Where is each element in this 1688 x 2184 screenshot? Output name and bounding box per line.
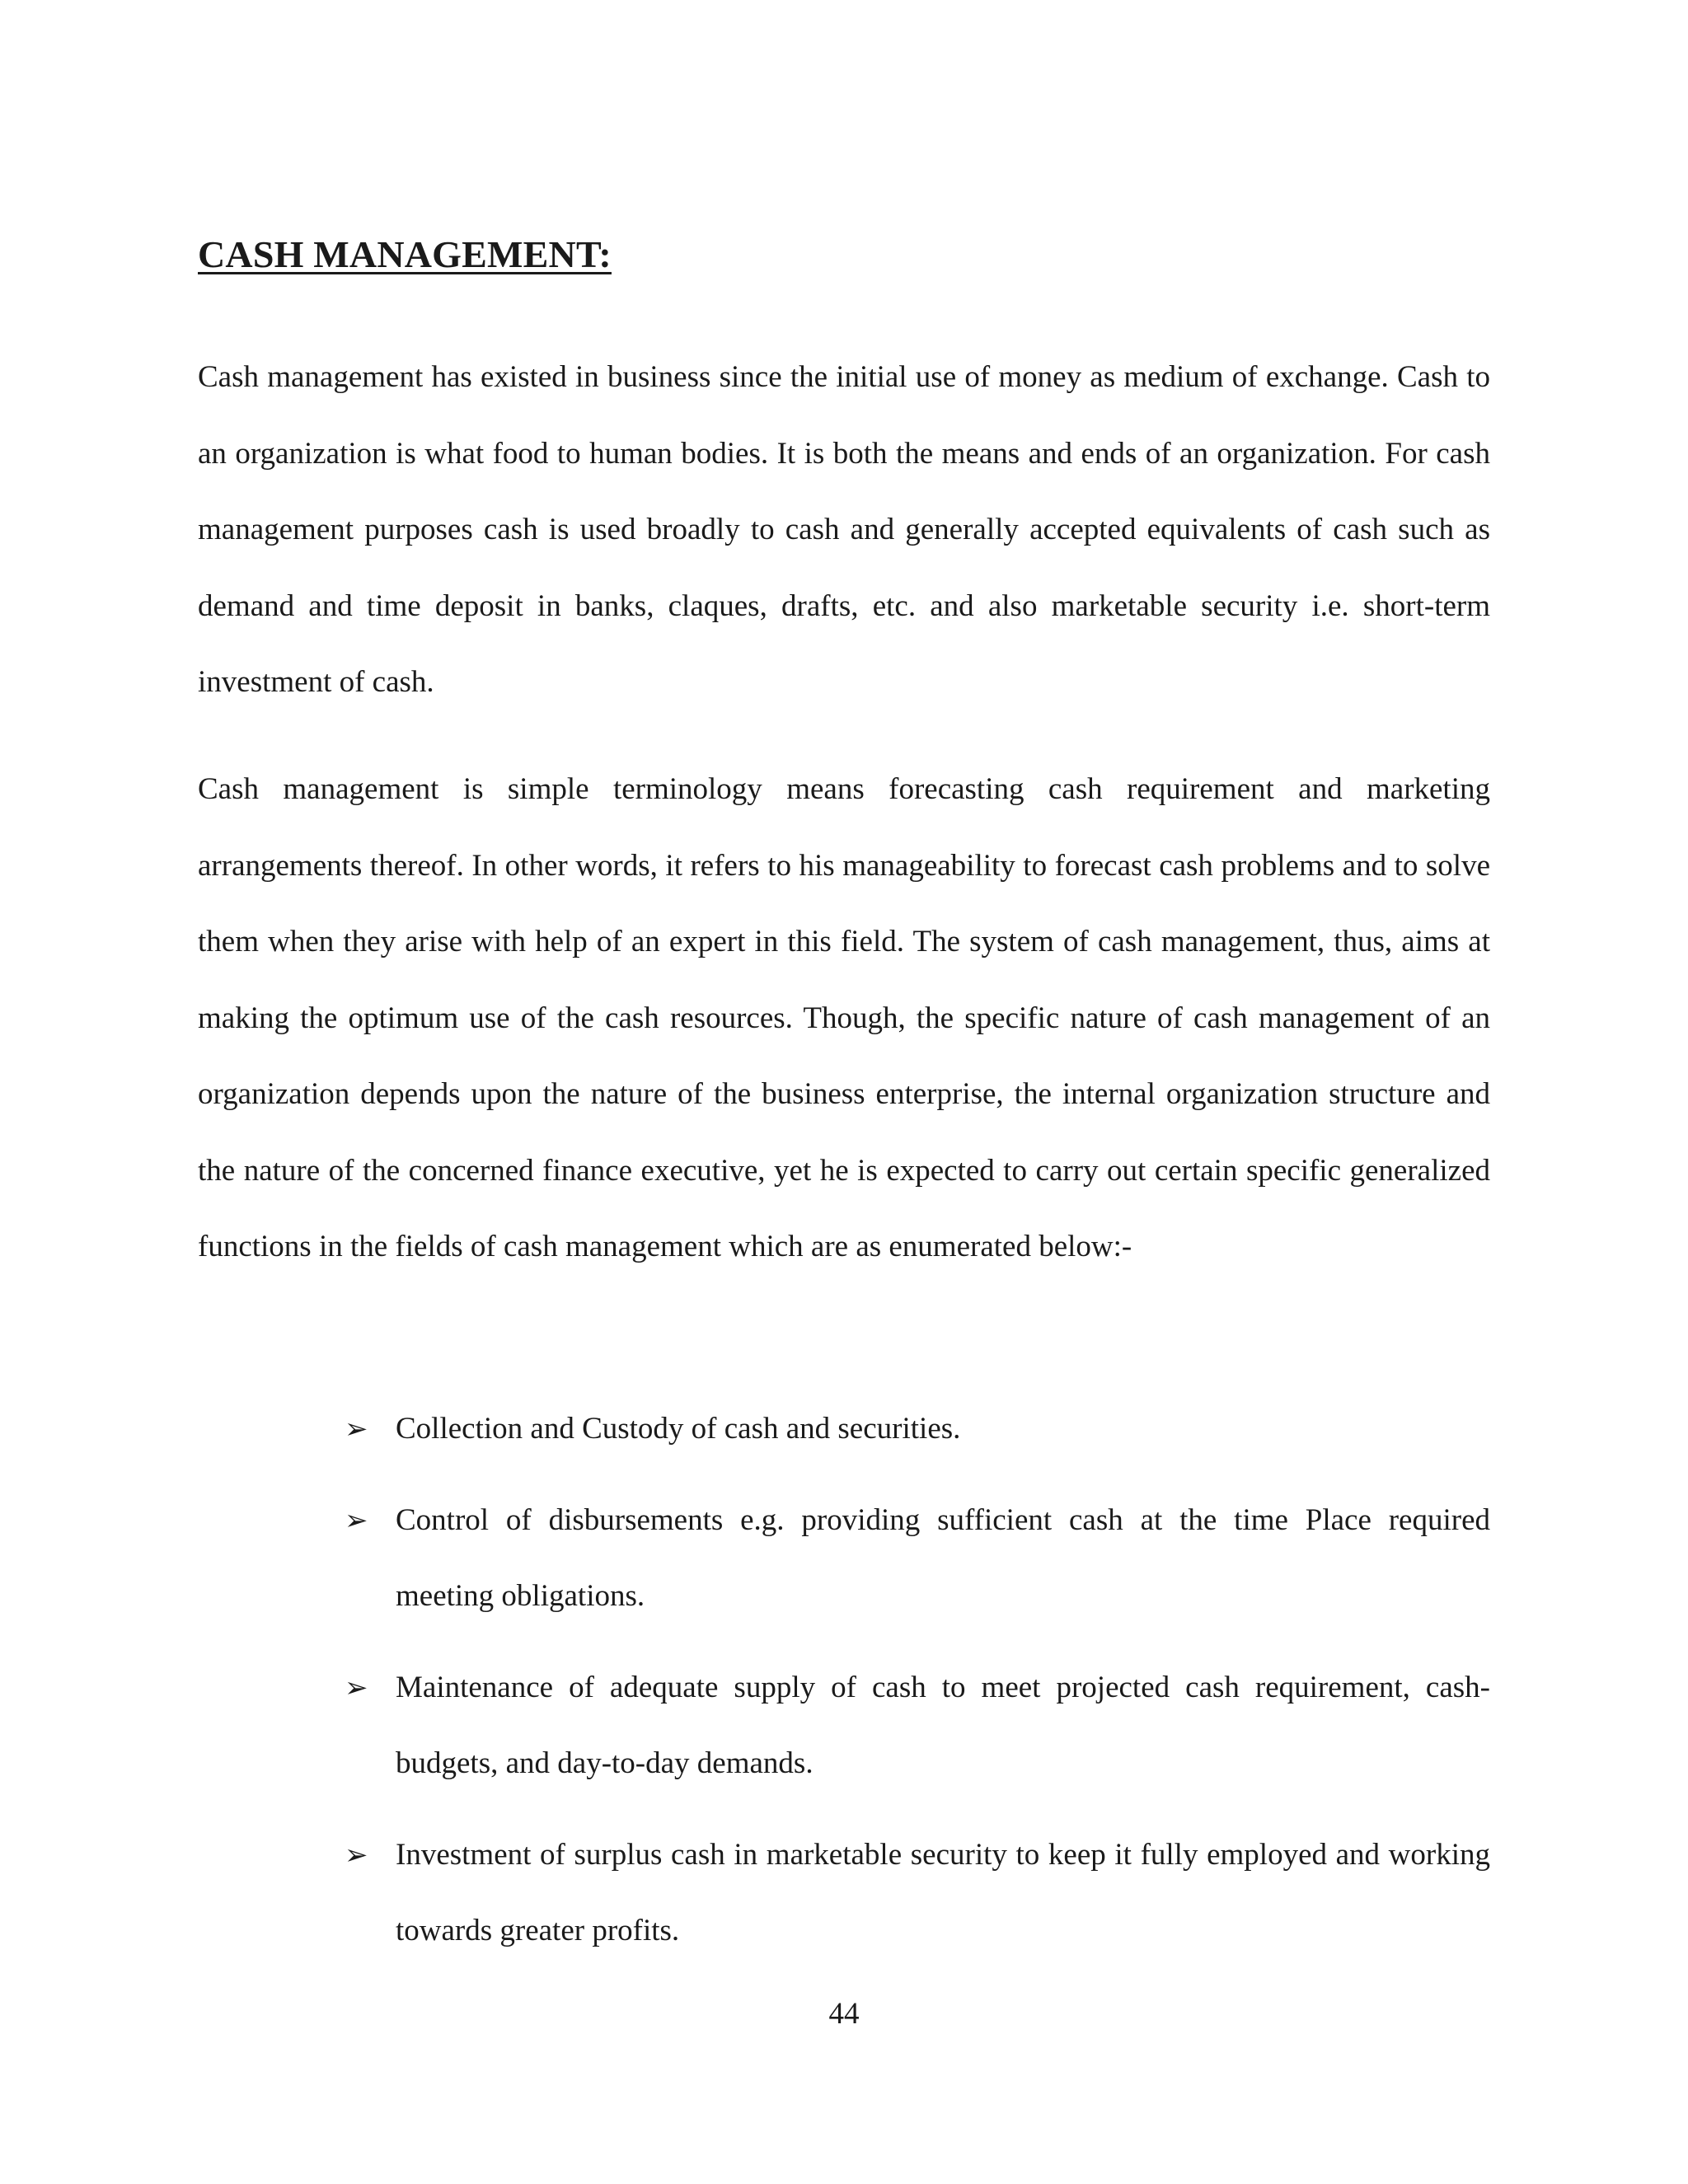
arrowhead-bullet-icon: ➢ <box>345 1504 368 1537</box>
list-item-text: Control of disbursements e.g. providing sufficient cash at the time Place required meeting obligations. <box>396 1503 1490 1613</box>
arrowhead-bullet-icon: ➢ <box>345 1413 368 1446</box>
arrowhead-bullet-icon: ➢ <box>345 1839 368 1872</box>
list-item-text: Maintenance of adequate supply of cash to meet projected cash requirement, cash-budgets, and day-to-day demands. <box>396 1671 1490 1780</box>
paragraph-intro: Cash management has existed in business since the initial use of money as medium of exchange. Cash to an organization is what food to human bodies. It is both the means and ends of an organization. For cash management purposes cash is used broadly to cash and generally accepted equivalents of cash such as demand and time deposit in banks, claques, drafts, etc. and also marketable security i.e. short-term investment of cash. <box>198 360 1490 699</box>
list-item <box>345 1391 1490 1467</box>
list-item <box>345 1817 1490 1969</box>
list-item <box>345 1483 1490 1634</box>
list-item-text: Investment of surplus cash in marketable security to keep it fully employed and working towards greater profits. <box>396 1838 1490 1947</box>
list-item-text: Collection and Custody of cash and securities. <box>396 1412 961 1446</box>
page-number: 44 <box>828 1997 860 2031</box>
functions-list <box>345 1391 1490 1985</box>
list-item <box>345 1650 1490 1802</box>
paragraph-definition: Cash management is simple terminology means forecasting cash requirement and marketing arrangements thereof. In other words, it refers to his manageability to forecast cash problems and to solve them when they arise with help of an expert in this field. The system of cash management, thus, aims at making the optimum use of the cash resources. Though, the specific nature of cash management of an organization depends upon the nature of the business enterprise, the internal organization structure and the nature of the concerned finance executive, yet he is expected to carry out certain specific generalized functions in the fields of cash management which are as enumerated below:- <box>198 772 1490 1263</box>
arrowhead-bullet-icon: ➢ <box>345 1671 368 1704</box>
section-heading: CASH MANAGEMENT: <box>198 233 612 275</box>
